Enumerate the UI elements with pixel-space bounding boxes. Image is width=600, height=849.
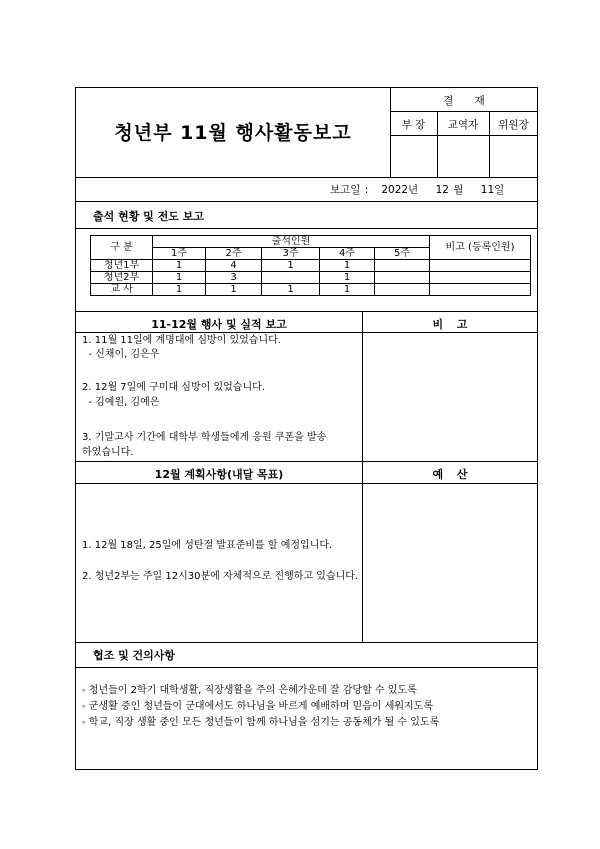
divider-attendance [75, 228, 538, 229]
row-label: 청년2부 [91, 272, 153, 284]
coop-item-3: - 학교, 직장 생활 중인 모든 청년들이 함께 하나님을 섬기는 공동체가 될 수 있도록 [82, 717, 440, 728]
approval-role-2: 교역자 [447, 119, 479, 131]
week-header: 2주 [206, 248, 262, 260]
plan-side-title: 예 산 [432, 468, 468, 481]
cell: 1 [262, 260, 320, 272]
divider-plan-top [75, 461, 538, 462]
cell: 1 [153, 284, 206, 296]
table-row [91, 272, 531, 284]
divider-report-header [75, 332, 538, 333]
cell-note [430, 284, 531, 296]
attendance-col-group: 출석인원 [153, 236, 430, 248]
cell: 1 [153, 272, 206, 284]
cell [375, 284, 430, 296]
table-row [91, 260, 531, 272]
plan-item-2: 2. 청년2부는 주일 12시30분에 자체적으로 진행하고 있습니다. [82, 571, 359, 582]
page-title: 청년부 11월 행사활동보고 [114, 122, 352, 144]
week-header: 1주 [153, 248, 206, 260]
divider-report-top [75, 311, 538, 312]
approval-line-2 [390, 135, 538, 136]
approval-role-3: 위원장 [498, 119, 529, 131]
week-header: 4주 [320, 248, 375, 260]
plan-section-title: 12월 계획사항(내달 목표) [154, 468, 284, 481]
plan-item-1: 1. 12월 18일, 25일에 성탄절 발표준비를 할 예정입니다. [82, 540, 333, 551]
report-item-2-sub: - 김예원, 김예은 [82, 397, 160, 408]
cell: 1 [320, 260, 375, 272]
cell: 1 [206, 284, 262, 296]
row-label: 청년1부 [91, 260, 153, 272]
approval-role-1: 부 장 [401, 119, 426, 131]
cell-note [430, 260, 531, 272]
report-item-3-sub: 하였습니다. [82, 447, 134, 458]
attendance-col-category: 구 분 [91, 236, 153, 260]
divider-coop-top [75, 642, 538, 643]
cell: 1 [320, 284, 375, 296]
report-item-3: 3. 기말고사 기간에 대학부 학생들에게 응원 쿠폰을 발송 [82, 432, 327, 443]
cell-note [430, 272, 531, 284]
report-section-title: 11-12월 행사 및 실적 보고 [151, 318, 287, 331]
report-date [330, 182, 530, 197]
cell: 3 [206, 272, 262, 284]
cell: 4 [206, 260, 262, 272]
cell: 1 [153, 260, 206, 272]
report-date-label: 보고일 : [330, 184, 369, 196]
week-header: 5주 [375, 248, 430, 260]
table-row [91, 284, 531, 296]
attendance-col-note: 비고 (등록인원) [430, 236, 531, 260]
report-date-year: 2022년 [381, 184, 419, 196]
attendance-table [90, 235, 531, 296]
coop-item-2: - 군생활 중인 청년들이 군대에서도 하나님을 바르게 예배하며 믿음이 세워지도록 [82, 701, 433, 712]
week-header: 3주 [262, 248, 320, 260]
report-item-1-sub: - 신채이, 김은우 [82, 349, 160, 360]
report-date-month: 12 월 [435, 184, 464, 196]
report-item-2: 2. 12월 7일에 구미대 심방이 있었습니다. [82, 382, 265, 393]
cell [375, 260, 430, 272]
cell: 1 [320, 272, 375, 284]
divider-coop-header [75, 667, 538, 668]
divider-plan-header [75, 483, 538, 484]
approval-line-1 [390, 111, 538, 112]
report-date-day: 11일 [480, 184, 505, 196]
report-side-title: 비 고 [432, 318, 468, 331]
approval-header: 결 재 [443, 95, 485, 107]
cell: 1 [262, 284, 320, 296]
cell [375, 272, 430, 284]
divider-date-top [75, 177, 538, 178]
coop-section-title: 협조 및 건의사항 [93, 649, 176, 662]
report-item-1: 1. 11월 11일에 계명대에 심방이 있었습니다. [82, 335, 281, 346]
cell [262, 272, 320, 284]
row-label: 교 사 [91, 284, 153, 296]
divider-date-bottom [75, 201, 538, 202]
coop-item-1: - 청년들이 2학기 대학생활, 직장생활을 주의 은혜가운데 잘 감당할 수 있도록 [82, 685, 417, 696]
attendance-section-title: 출석 현황 및 전도 보고 [93, 210, 204, 223]
